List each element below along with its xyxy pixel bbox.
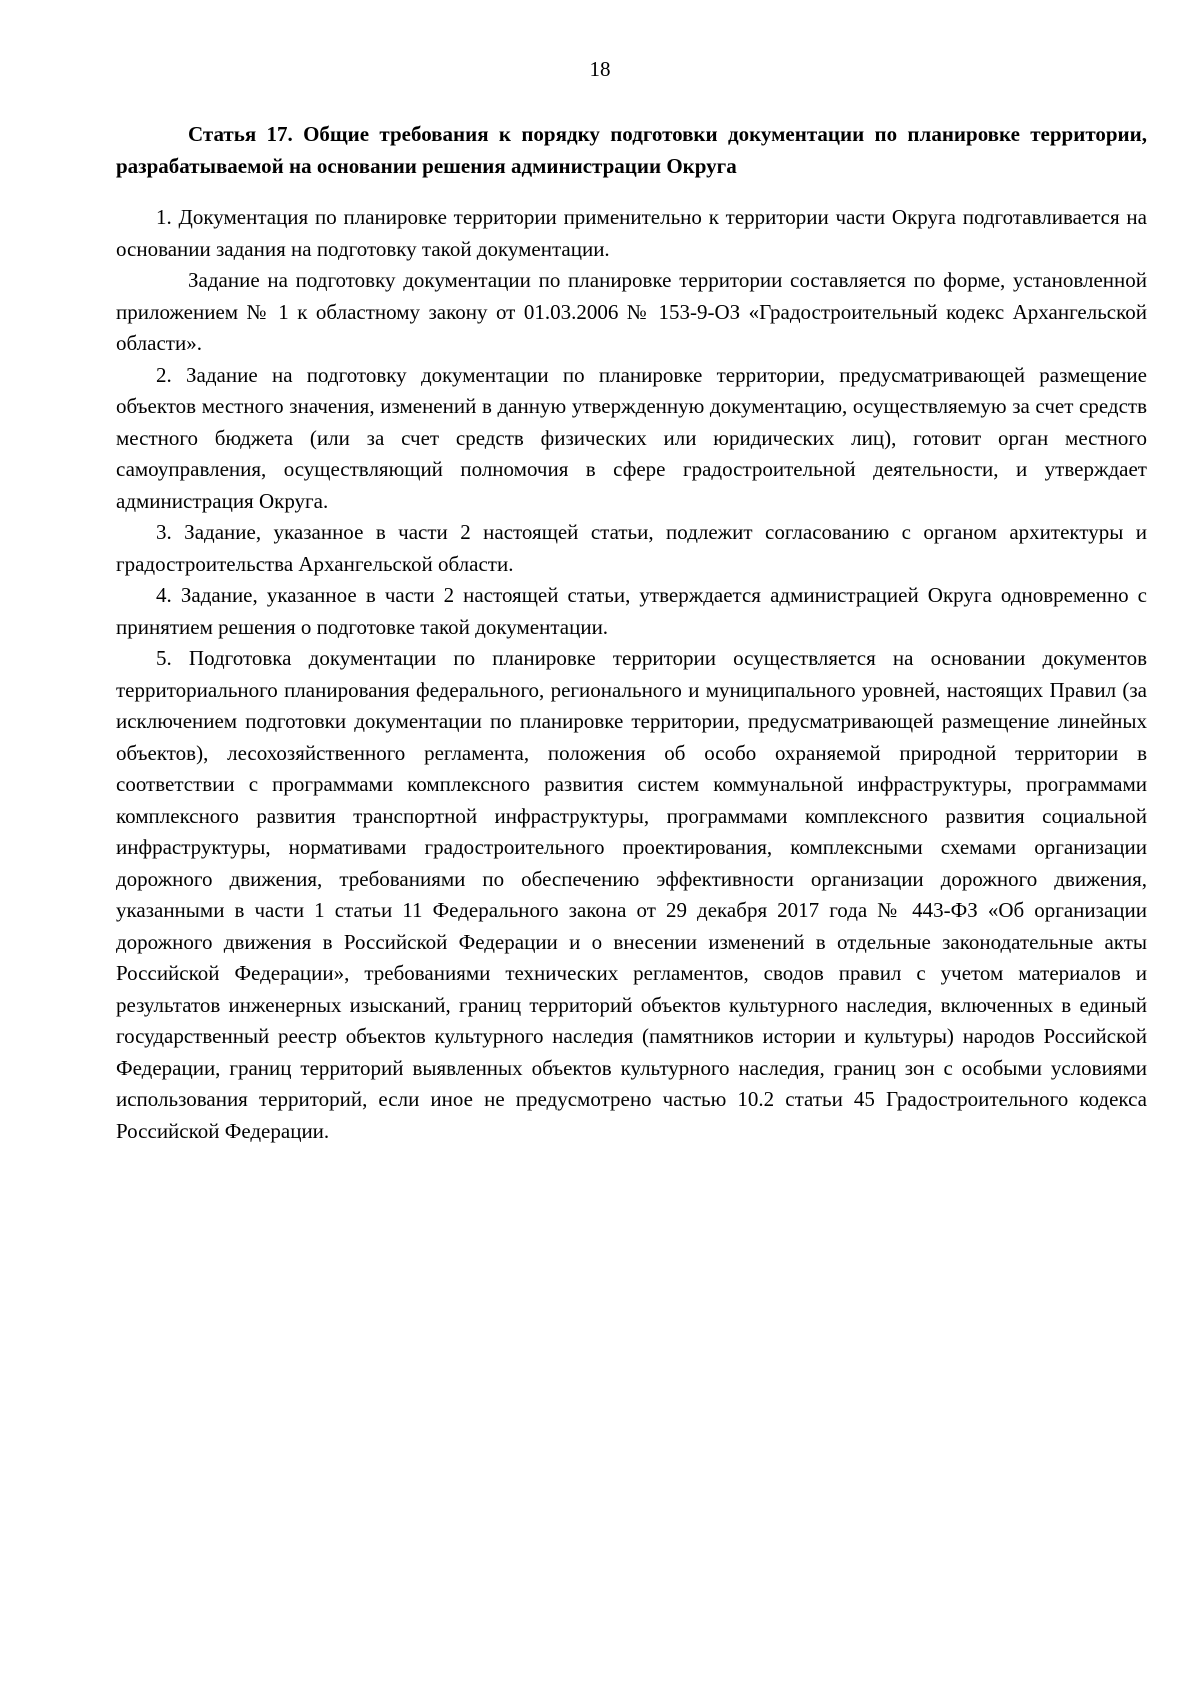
paragraph-task-form: Задание на подготовку документации по планировке территории составляется по форме, установленной приложением № 1 к областному закону от 01.03.2006 № 153-9-ОЗ «Градостроительный кодекс Архангельской области». <box>116 268 1147 355</box>
paragraph-part-1: 1. Документация по планировке территории применительно к территории части Округа подготавливается на основании задания на подготовку такой документации. <box>116 205 1147 261</box>
paragraph-part-4: 4. Задание, указанное в части 2 настоящей статьи, утверждается администрацией Округа одновременно с принятием решения о подготовке такой документации. <box>116 583 1147 639</box>
page-number: 18 <box>589 57 611 81</box>
document-body <box>116 118 1147 1147</box>
paragraph-part-3: 3. Задание, указанное в части 2 настоящей статьи, подлежит согласованию с органом архитектуры и градостроительства Архангельской области. <box>116 520 1147 576</box>
article-title: Статья 17. Общие требования к порядку подготовки документации по планировке территории, разрабатываемой на основании решения администрации Округа <box>116 122 1147 178</box>
paragraph-part-2: 2. Задание на подготовку документации по планировке территории, предусматривающей размещение объектов местного значения, изменений в данную утвержденную документацию, осуществляемую за счет средств местного бюджета (или за счет средств физических или юридических лиц), готовит орган местного самоуправления, осуществляющий полномочия в сфере градостроительной деятельности, и утверждает администрация Округа. <box>116 362 1147 513</box>
paragraph-part-5: 5. Подготовка документации по планировке территории осуществляется на основании документов территориального планирования федерального, регионального и муниципального уровней, настоящих Правил (за исключением подготовки документации по планировке территории, предусматривающей размещение линейных объектов), лесохозяйственного регламента, положения об особо охраняемой природной территории в соответствии с программами комплексного развития систем коммунальной инфраструктуры, программами комплексного развития транспортной инфраструктуры, программами комплексного развития социальной инфраструктуры, нормативами градостроительного проектирования, комплексными схемами организации дорожного движения, требованиями по обеспечению эффективности организации дорожного движения, указанными в части 1 статьи 11 Федерального закона от 29 декабря 2017 года № 443-ФЗ «Об организации дорожного движения в Российской Федерации и о внесении изменений в отдельные законодательные акты Российской Федерации», требованиями технических регламентов, сводов правил с учетом материалов и результатов инженерных изысканий, границ территорий объектов культурного наследия, включенных в единый государственный реестр объектов культурного наследия (памятников истории и культуры) народов Российской Федерации, границ территорий выявленных объектов культурного наследия, границ зон с особыми условиями использования территорий, если иное не предусмотрено частью 10.2 статьи 45 Градостроительного кодекса Российской Федерации. <box>116 646 1147 1143</box>
